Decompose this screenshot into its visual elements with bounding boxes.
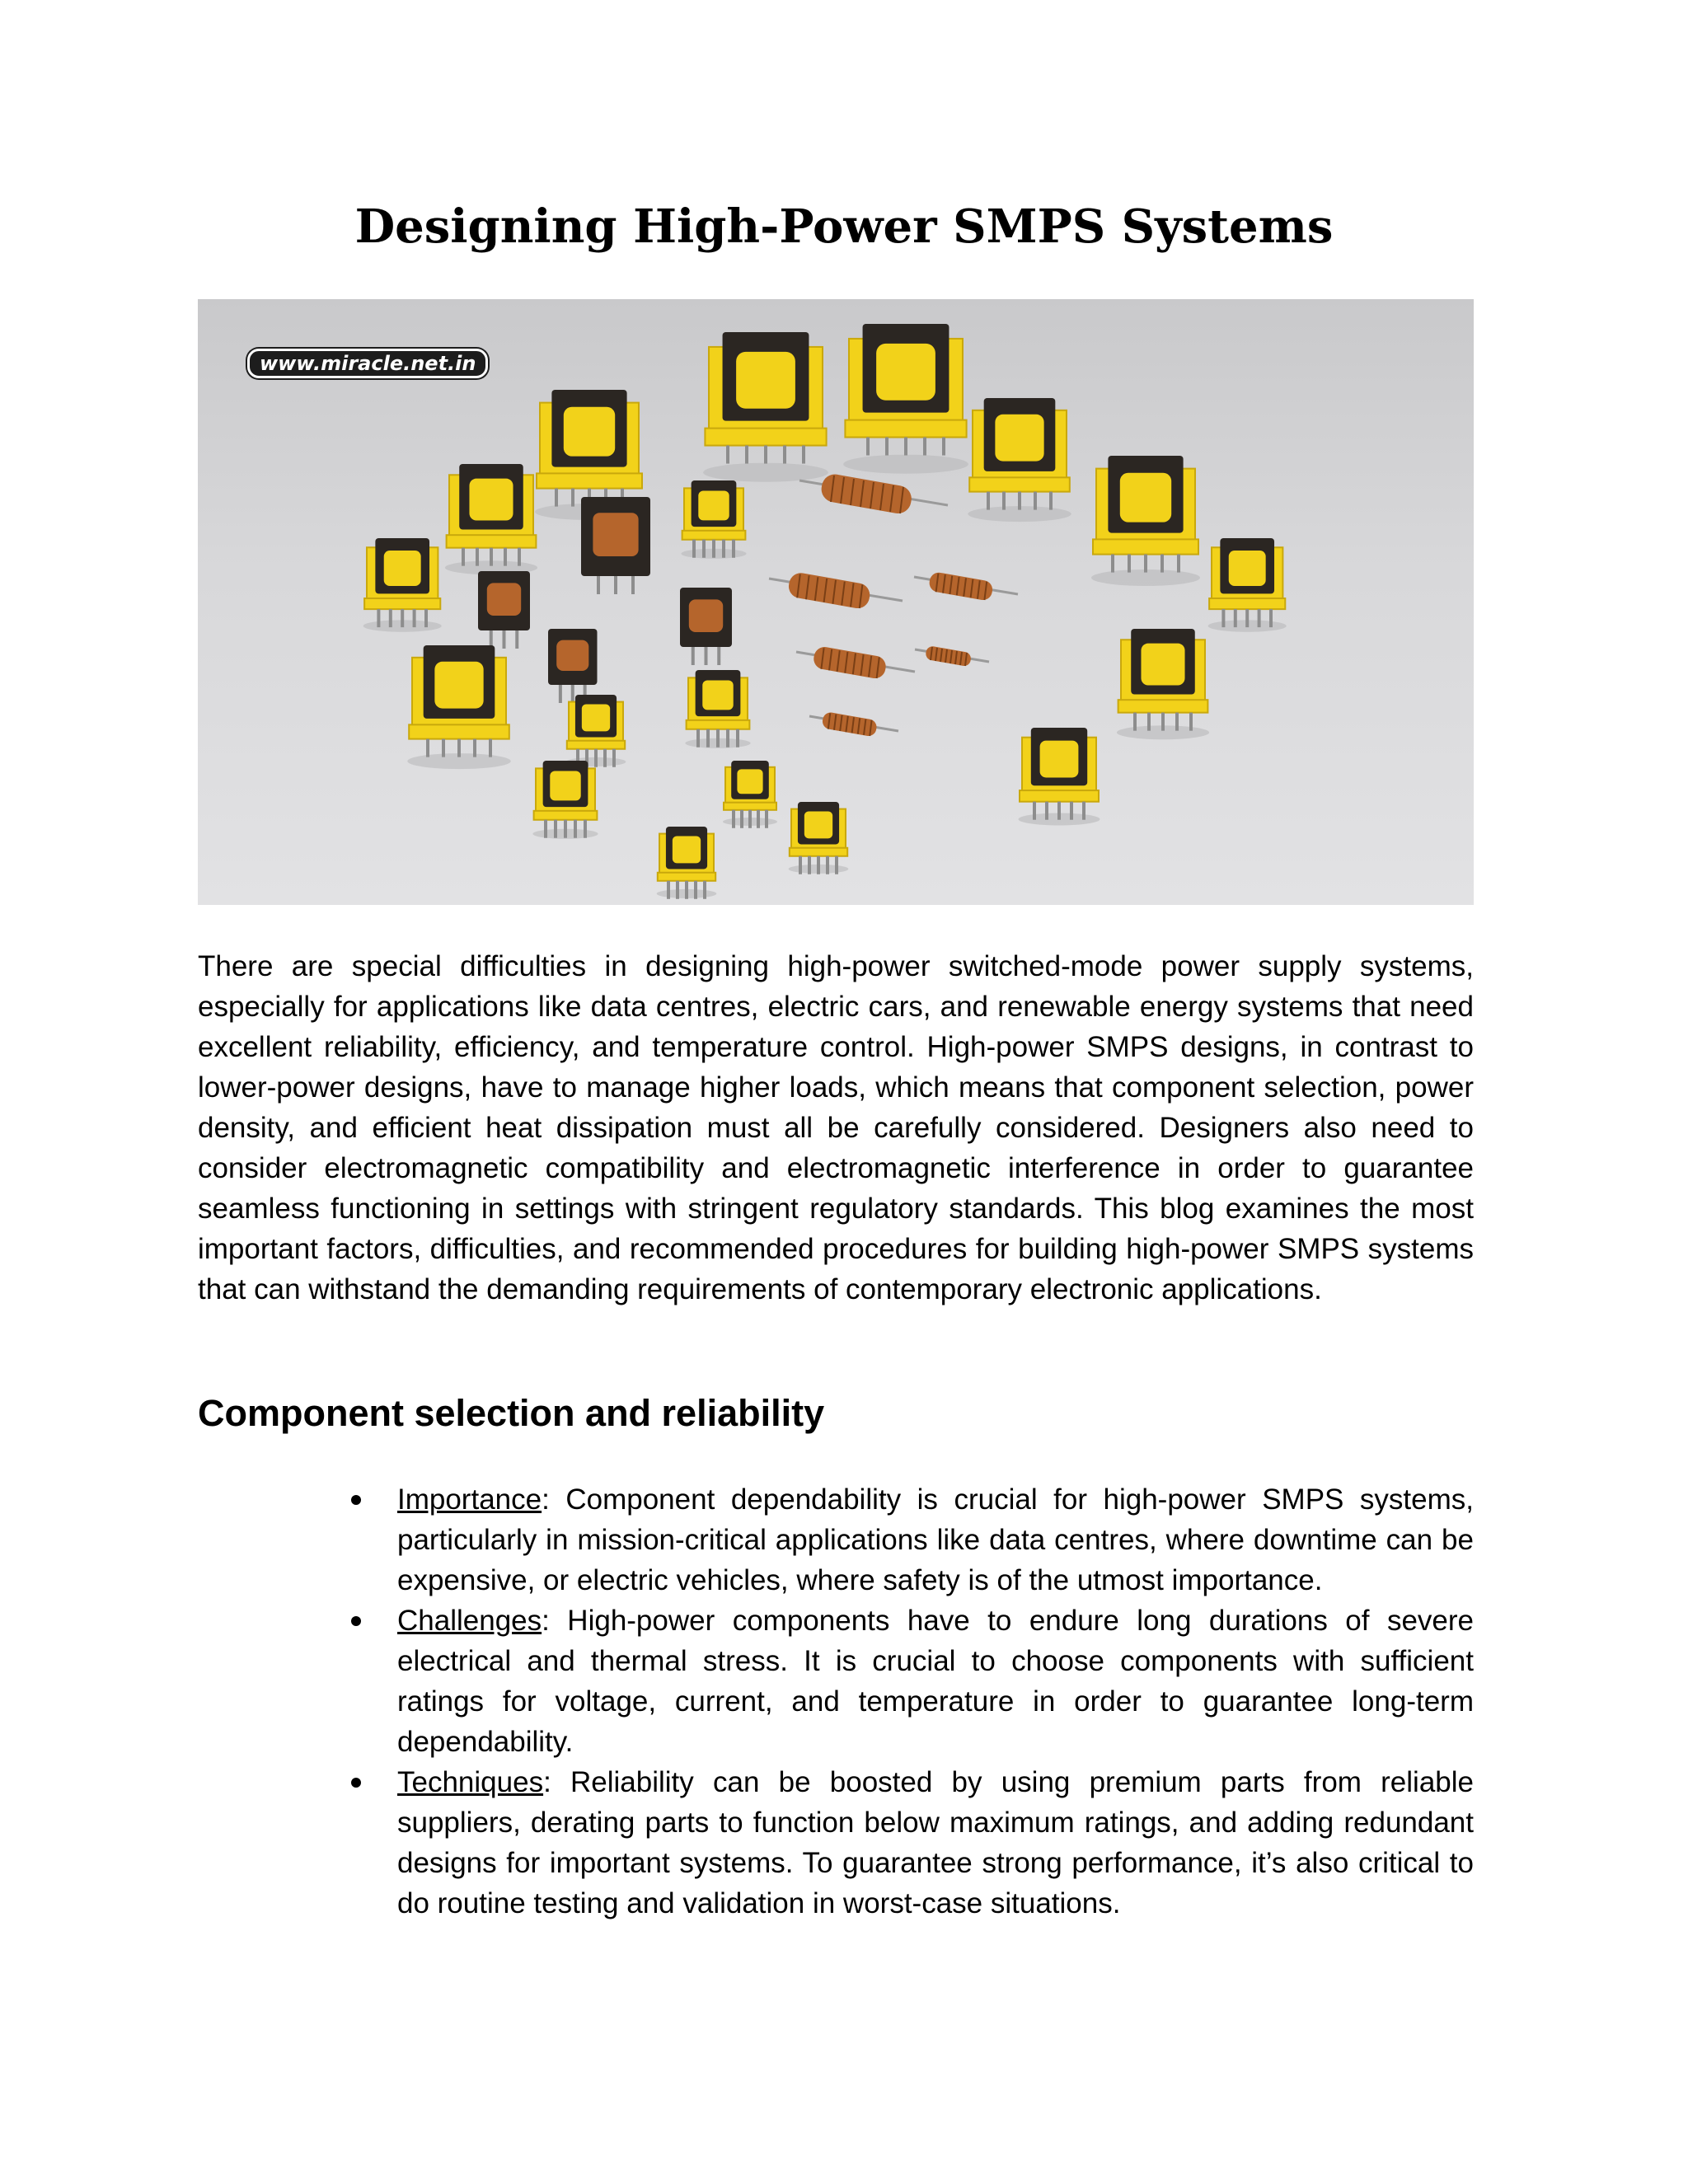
transformer-part: [703, 332, 828, 482]
bullet-text: : Reliability can be boosted by using premium parts from reliable suppliers, derating parts to function below maximum ratings, and adding redundant designs for important systems. To guarantee strong performance, it’s also critical to do routine testing and validation in worst-case situations.: [397, 1766, 1474, 1919]
transformer-part: [1208, 538, 1287, 632]
transformer-part: [843, 324, 968, 474]
coil-part: [478, 571, 530, 649]
inductor-part: [915, 645, 989, 667]
transformer-part: [789, 802, 849, 874]
coil-part: [581, 497, 650, 594]
bullet-icon: [351, 1495, 361, 1505]
transformer-part: [445, 464, 537, 574]
coil-part: [680, 588, 732, 665]
bullet-list: [198, 1479, 1474, 1924]
transformer-part: [407, 645, 510, 769]
transformer-part: [681, 480, 746, 559]
hero-image: [198, 299, 1474, 905]
transformer-part: [723, 761, 777, 828]
bullet-term: Importance: [397, 1483, 542, 1516]
inductor-part: [914, 571, 1018, 602]
components-illustration: [198, 299, 1474, 905]
coil-part: [548, 629, 598, 703]
section-heading: Component selection and reliability: [198, 1392, 825, 1434]
inductor-part: [809, 711, 898, 738]
bullet-text: : High-power components have to endure long durations of severe electrical and thermal stress. It is crucial to choose components with sufficient ratings for voltage, current, and temperature in order to guarantee long-term dependability.: [397, 1605, 1474, 1758]
transformer-part: [566, 695, 626, 767]
bullet-icon: [351, 1616, 361, 1626]
transformer-part: [363, 538, 442, 632]
watermark-logo: www.miracle.net.in: [247, 349, 488, 378]
transformer-part: [968, 398, 1071, 522]
transformer-part: [1019, 728, 1100, 826]
bullet-term: Techniques: [397, 1766, 544, 1798]
transformer-part: [1091, 456, 1200, 586]
bullet-text: : Component dependability is crucial for high-power SMPS systems, particularly in mission-critical applications like data centres, where downtime can be expensive, or electric vehicles, where safety is of the utmost importance.: [397, 1483, 1474, 1596]
bullet-term: Challenges: [397, 1605, 542, 1637]
list-item: [198, 1479, 1474, 1601]
bullet-icon: [351, 1778, 361, 1788]
transformer-part: [1117, 629, 1209, 739]
page-title: Designing High-Power SMPS Systems: [354, 199, 1334, 254]
transformer-part: [685, 670, 750, 748]
list-item: [198, 1762, 1474, 1924]
list-item: [198, 1601, 1474, 1762]
transformer-part: [532, 761, 598, 839]
transformer-part: [657, 827, 717, 899]
inductor-part: [799, 472, 948, 516]
intro-paragraph: There are special difficulties in designing high-power switched-mode power supply systems, especially for applications like data centres, electric cars, and renewable energy systems that need excellent reliability, efficiency, and temperature control. High-power SMPS designs, in contrast to lower-power designs, have to manage higher loads, which means that component selection, power density, and efficient heat dissipation must all be carefully considered. Designers also need to consider electromagnetic compatibility and electromagnetic interference in order to guarantee seamless functioning in settings with stringent regulatory standards. This blog examines the most important factors, difficulties, and recommended procedures for building high-power SMPS systems that can withstand the demanding requirements of contemporary electronic applications.: [198, 950, 1474, 1305]
inductor-part: [769, 571, 903, 610]
inductor-part: [796, 645, 915, 680]
